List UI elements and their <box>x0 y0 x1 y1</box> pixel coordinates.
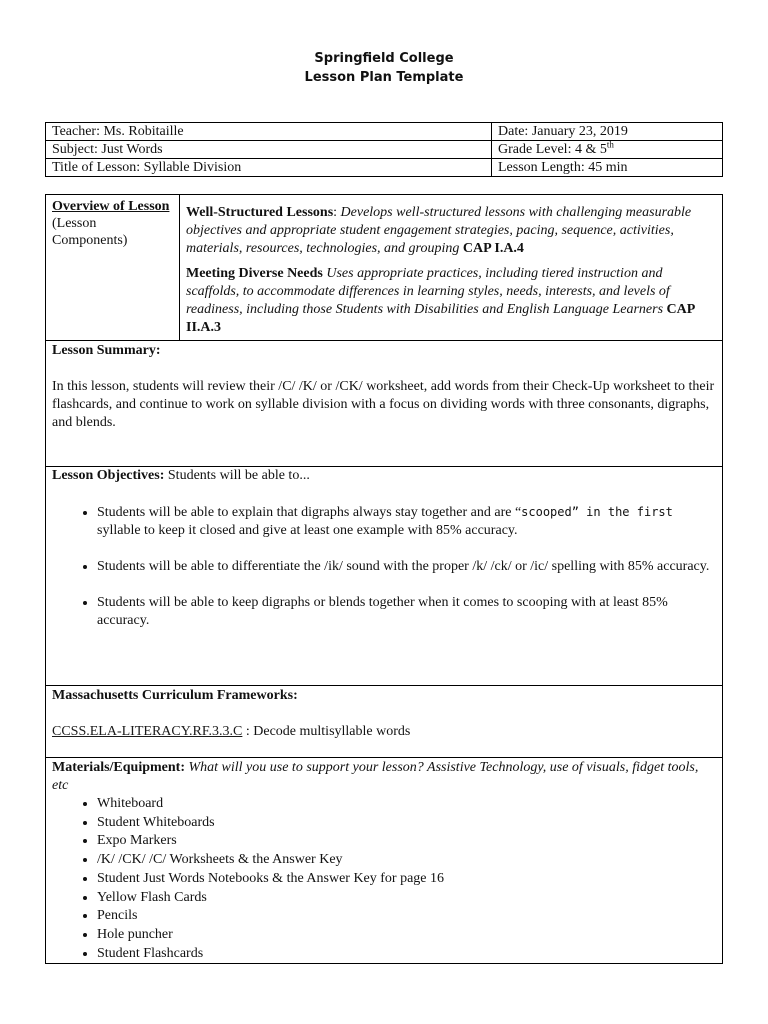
materials-cell <box>46 758 723 964</box>
frameworks-heading: Massachusetts Curriculum Frameworks: <box>52 688 298 703</box>
objectives-row <box>46 467 723 686</box>
materials-heading-line <box>52 759 716 795</box>
grade-text: Grade Level: 4 & 5 <box>498 142 607 157</box>
list-item: • Pencils <box>97 907 716 926</box>
frameworks-line <box>52 723 716 741</box>
overview-row <box>46 195 723 341</box>
list-item: • Expo Markers <box>97 832 716 851</box>
standard-link[interactable]: CCSS.ELA-LITERACY.RF.3.3.C <box>52 724 243 739</box>
lesson-plan-table <box>45 194 723 964</box>
objectives-cell <box>46 467 723 686</box>
colon: : <box>333 205 338 220</box>
subject-cell: Subject: Just Words <box>46 141 492 159</box>
list-item: • Whiteboard <box>97 795 716 814</box>
overview-heading: Overview of Lesson <box>52 199 170 214</box>
objective-text-mono: scooped” in the first <box>521 505 673 519</box>
objective-text: Students will be able to explain that digraphs always stay together and are “ <box>97 505 522 520</box>
document-title: Lesson Plan Template <box>304 70 464 85</box>
frameworks-row <box>46 686 723 758</box>
diverse-needs-text: Uses appropriate practices, including tiered instruction and scaffolds, to accommodate differences in learning styles, needs, interests, and levels of readiness, including those Students with Disabilities and English Language Learners <box>186 266 670 317</box>
overview-subheading: (Lesson Components) <box>52 216 128 248</box>
summary-text: In this lesson, students will review their /C/ /K/ or /CK/ worksheet, add words from their Check-Up worksheet to their flashcards, and continue to work on syllable division with a focus on dividing words with three consonants, digraphs, and blends. <box>52 379 715 430</box>
lesson-length-cell: Lesson Length: 45 min <box>492 159 723 177</box>
summary-heading: Lesson Summary: <box>52 343 161 358</box>
objective-text: syllable to keep it closed and give at least one example with 85% accuracy. <box>97 523 518 538</box>
list-item <box>97 503 716 540</box>
lesson-info-table <box>45 122 723 177</box>
list-item: • Student Just Words Notebooks & the Answer Key for page 16 <box>97 870 716 889</box>
objectives-list <box>52 503 716 630</box>
objectives-intro: Students will be able to... <box>167 468 310 483</box>
document-header <box>0 49 768 87</box>
lesson-title-cell: Title of Lesson: Syllable Division <box>46 159 492 177</box>
summary-cell <box>46 341 723 467</box>
list-item: • /K/ /CK/ /C/ Worksheets & the Answer Key <box>97 851 716 870</box>
date-cell: Date: January 23, 2019 <box>492 123 723 141</box>
well-structured-cap: CAP I.A.4 <box>462 241 524 256</box>
overview-label-cell <box>46 195 180 341</box>
summary-row <box>46 341 723 467</box>
list-item: • Yellow Flash Cards <box>97 889 716 908</box>
diverse-needs-cap: CAP II.A.3 <box>186 302 695 335</box>
standard-description: : Decode multisyllable words <box>242 724 411 739</box>
list-item: • Hole puncher <box>97 926 716 945</box>
grade-cell <box>492 141 723 159</box>
overview-content-cell <box>180 195 723 341</box>
materials-list <box>52 795 716 963</box>
well-structured-paragraph <box>186 204 716 258</box>
well-structured-text: Develops well-structured lessons with challenging measurable objectives and appropriate student engagement strategies, pacing, sequence, activities, materials, resources, technologies, and grouping <box>186 205 692 256</box>
well-structured-label: Well-Structured Lessons <box>186 205 334 220</box>
objectives-heading: Lesson Objectives: <box>52 468 165 483</box>
school-name: Springfield College <box>314 51 454 66</box>
frameworks-cell <box>46 686 723 758</box>
materials-prompt: What will you use to support your lesson? Assistive Technology, use of visuals, fidget tools, etc <box>52 760 699 793</box>
list-item: • Student Whiteboards <box>97 814 716 833</box>
grade-superscript: th <box>606 139 614 150</box>
list-item: • Students will be able to differentiate the /ik/ sound with the proper /k/ /ck/ or /ic/ spelling with 85% accuracy. <box>97 558 716 576</box>
teacher-cell: Teacher: Ms. Robitaille <box>46 123 492 141</box>
diverse-needs-label: Meeting Diverse Needs <box>186 266 323 281</box>
table-row <box>46 123 723 141</box>
objectives-heading-line <box>52 467 716 485</box>
table-row <box>46 141 723 159</box>
diverse-needs-paragraph <box>186 265 716 337</box>
materials-heading: Materials/Equipment: <box>52 760 185 775</box>
list-item: • Students will be able to keep digraphs or blends together when it comes to scooping with at least 85% accuracy. <box>97 594 716 630</box>
list-item: • Student Flashcards <box>97 945 716 964</box>
table-row <box>46 159 723 177</box>
materials-row <box>46 758 723 964</box>
